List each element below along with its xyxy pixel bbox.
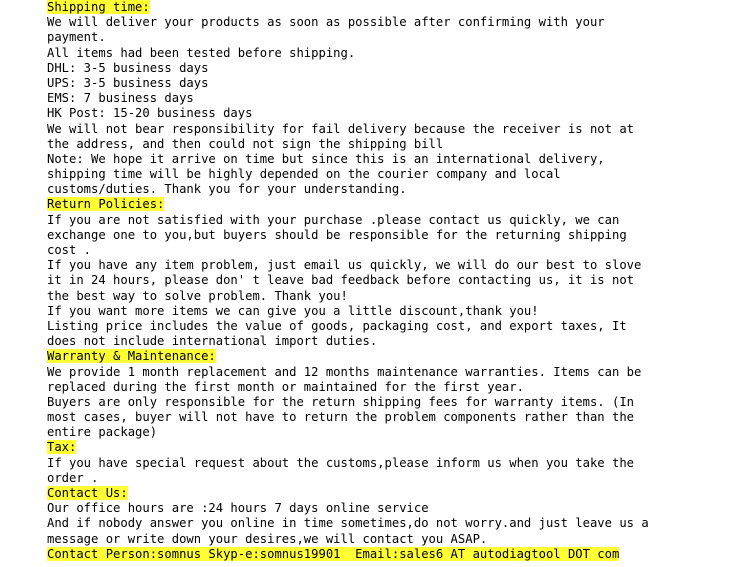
policy-document	[47, 0, 697, 562]
return-text: If you have any item problem, just email us quickly, we will do our best to slove	[47, 258, 642, 273]
return-section	[47, 197, 697, 349]
warranty-section	[47, 349, 697, 440]
contact-heading: Contact Us:	[47, 486, 128, 500]
contact-text: message or write down your desires,we will contact you ASAP.	[47, 531, 488, 546]
tax-text: order .	[47, 470, 99, 485]
return-text: If you are not satisfied with your purchase .please contact us quickly, we can	[47, 212, 620, 227]
shipping-text: We will deliver your products as soon as possible after confirming with your	[47, 15, 605, 30]
warranty-text: Buyers are only responsible for the return shipping fees for warranty items. (In	[47, 394, 634, 409]
shipping-note: shipping time will be highly depended on the courier company and local	[47, 167, 561, 182]
shipping-hk-post: HK Post: 15-20 business days	[47, 106, 253, 121]
shipping-text: the address, and then could not sign the shipping bill	[47, 136, 444, 151]
return-text: does not include international import duties.	[47, 334, 378, 349]
return-text: cost .	[47, 243, 92, 257]
shipping-text: payment.	[47, 30, 106, 45]
shipping-heading: Shipping time:	[47, 0, 150, 14]
shipping-ups: UPS: 3-5 business days	[47, 75, 209, 90]
shipping-dhl: DHL: 3-5 business days	[47, 60, 209, 75]
return-text: it in 24 hours, please don' t leave bad feedback before contacting us, it is not	[47, 273, 634, 288]
contact-text: Our office hours are :24 hours 7 days online service	[47, 501, 429, 516]
warranty-text: We provide 1 month replacement and 12 months maintenance warranties. Items can be	[47, 364, 642, 379]
warranty-text: most cases, buyer will not have to return the problem components rather than the	[47, 410, 634, 425]
return-text: If you want more items we can give you a little discount,thank you!	[47, 303, 539, 318]
contact-text: And if nobody answer you online in time sometimes,do not worry.and just leave us a	[47, 516, 649, 531]
tax-text: If you have special request about the customs,please inform us when you take the	[47, 455, 634, 470]
warranty-text: entire package)	[47, 425, 158, 440]
shipping-note: customs/duties. Thank you for your understanding.	[47, 182, 407, 197]
tax-heading: Tax:	[47, 440, 77, 455]
return-heading: Return Policies:	[47, 197, 165, 212]
shipping-ems: EMS: 7 business days	[47, 91, 194, 106]
return-text: the best way to solve problem. Thank you!	[47, 288, 348, 303]
shipping-text: We will not bear responsibility for fail delivery because the receiver is not at	[47, 121, 634, 136]
contact-person: Contact Person:somnus Skyp-e:somnus19901 Email:sales6 AT autodiagtool DOT com	[47, 546, 620, 561]
tax-section	[47, 440, 697, 486]
return-text: Listing price includes the value of goods, packaging cost, and export taxes, It	[47, 318, 627, 333]
shipping-section	[47, 0, 697, 197]
shipping-text: All items had been tested before shipping.	[47, 45, 356, 60]
warranty-text: replaced during the first month or maintained for the first year.	[47, 379, 524, 394]
contact-section	[47, 486, 697, 562]
warranty-heading: Warranty & Maintenance:	[47, 349, 216, 364]
return-text: exchange one to you,but buyers should be responsible for the returning shipping	[47, 227, 627, 242]
shipping-note: Note: We hope it arrive on time but since this is an international delivery,	[47, 151, 605, 166]
